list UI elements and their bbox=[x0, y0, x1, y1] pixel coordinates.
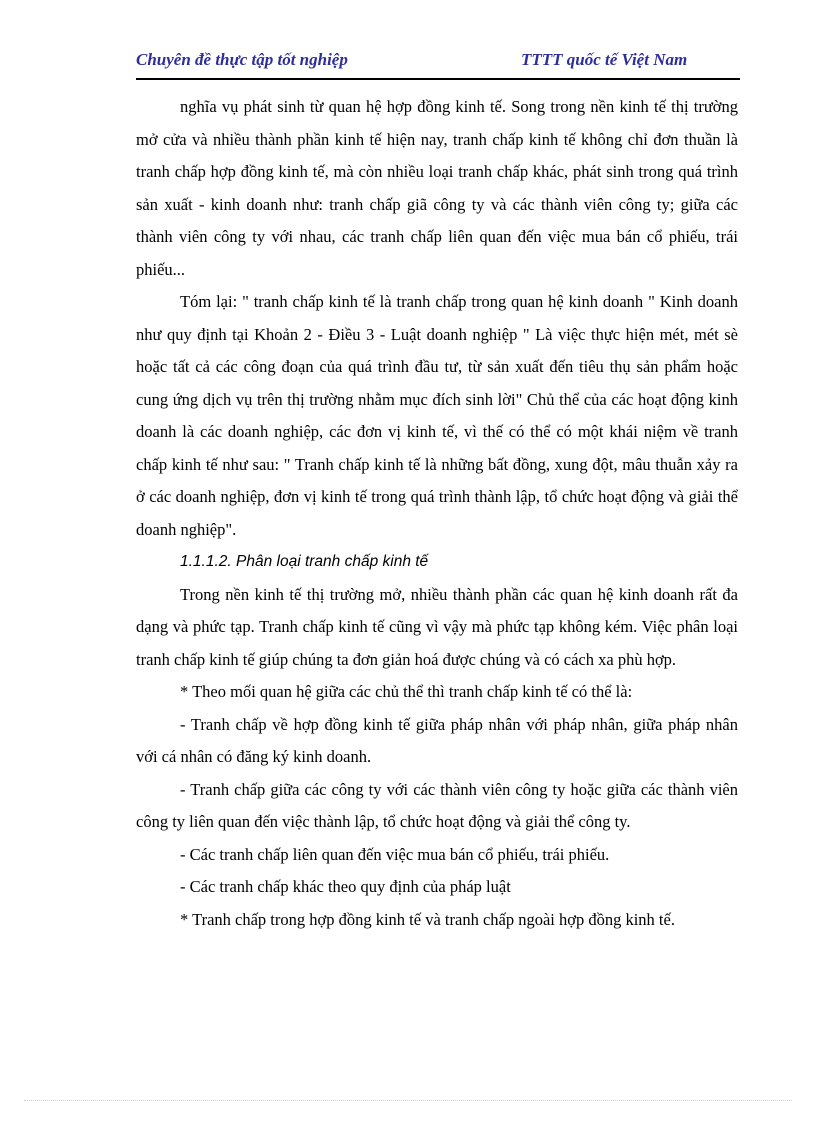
list-item: - Các tranh chấp khác theo quy định của pháp luật bbox=[180, 877, 511, 896]
header-left-title: Chuyên đề thực tập tốt nghiệp bbox=[136, 50, 348, 69]
document-body bbox=[136, 91, 738, 936]
paragraph-classification-intro: Trong nền kinh tế thị trường mở, nhiều thành phần các quan hệ kinh doanh rất đa dạng và phức tạp. Tranh chấp kinh tế cũng vì vậy mà phức tạp không kém. Việc phân loại tranh chấp kinh tế giúp chúng ta đơn giản hoá được chúng và có cách xa phù hợp. bbox=[136, 584, 738, 669]
section-heading: 1.1.1.2. Phân loại tranh chấp kinh tế bbox=[180, 553, 429, 570]
paragraph-by-relationship: * Theo mối quan hệ giữa các chủ thể thì tranh chấp kinh tế có thể là: bbox=[180, 682, 633, 701]
paragraph-summary: Tóm lại: " tranh chấp kinh tế là tranh chấp trong quan hệ kinh doanh " Kinh doanh như quy định tại Khoản 2 - Điều 3 - Luật doanh nghiệp " Là việc thực hiện mét, mét sè hoặc tất cả các công đoạn của quá trình đầu tư, từ sản xuất đến tiêu thụ sản phẩm hoặc cung ứng dịch vụ trên thị trường nhằm mục đích sinh lời" Chủ thể của các hoạt động kinh doanh là các doanh nghiệp, các đơn vị kinh tế, vì thế có thể có một khái niệm về tranh chấp kinh tế như sau: " Tranh chấp kinh tế là những bất đồng, xung đột, mâu thuẫn xảy ra ở các doanh nghiệp, đơn vị kinh tế trong quá trình thành lập, tổ chức hoạt động và giải thể doanh nghiệp". bbox=[136, 292, 738, 539]
list-item: - Tranh chấp về hợp đồng kinh tế giữa pháp nhân với pháp nhân, giữa pháp nhân với cá nhân có đăng ký kinh doanh. bbox=[136, 714, 738, 766]
footer-divider bbox=[24, 1100, 792, 1101]
page-header bbox=[136, 46, 740, 80]
list-item: - Tranh chấp giữa các công ty với các thành viên công ty hoặc giữa các thành viên công ty liên quan đến việc thành lập, tổ chức hoạt động và giải thể công ty. bbox=[136, 779, 738, 831]
paragraph-continuation: nghĩa vụ phát sinh từ quan hệ hợp đồng kinh tế. Song trong nền kinh tế thị trường mở cửa và nhiều thành phần kinh tế hiện nay, tranh chấp kinh tế không chỉ đơn thuần là tranh chấp hợp đồng kinh tế, mà còn nhiều loại tranh chấp khác, phát sinh trong quá trình sản xuất - kinh doanh như: tranh chấp giã công ty và các thành viên công ty; giữa các thành viên công ty với nhau, các tranh chấp liên quan đến việc mua bán cổ phiếu, trái phiếu... bbox=[136, 97, 738, 279]
paragraph-contract-disputes: * Tranh chấp trong hợp đồng kinh tế và tranh chấp ngoài hợp đồng kinh tế. bbox=[180, 909, 675, 929]
list-item: - Các tranh chấp liên quan đến việc mua bán cổ phiếu, trái phiếu. bbox=[180, 844, 610, 864]
header-right-title: TTTT quốc tế Việt Nam bbox=[521, 50, 688, 69]
